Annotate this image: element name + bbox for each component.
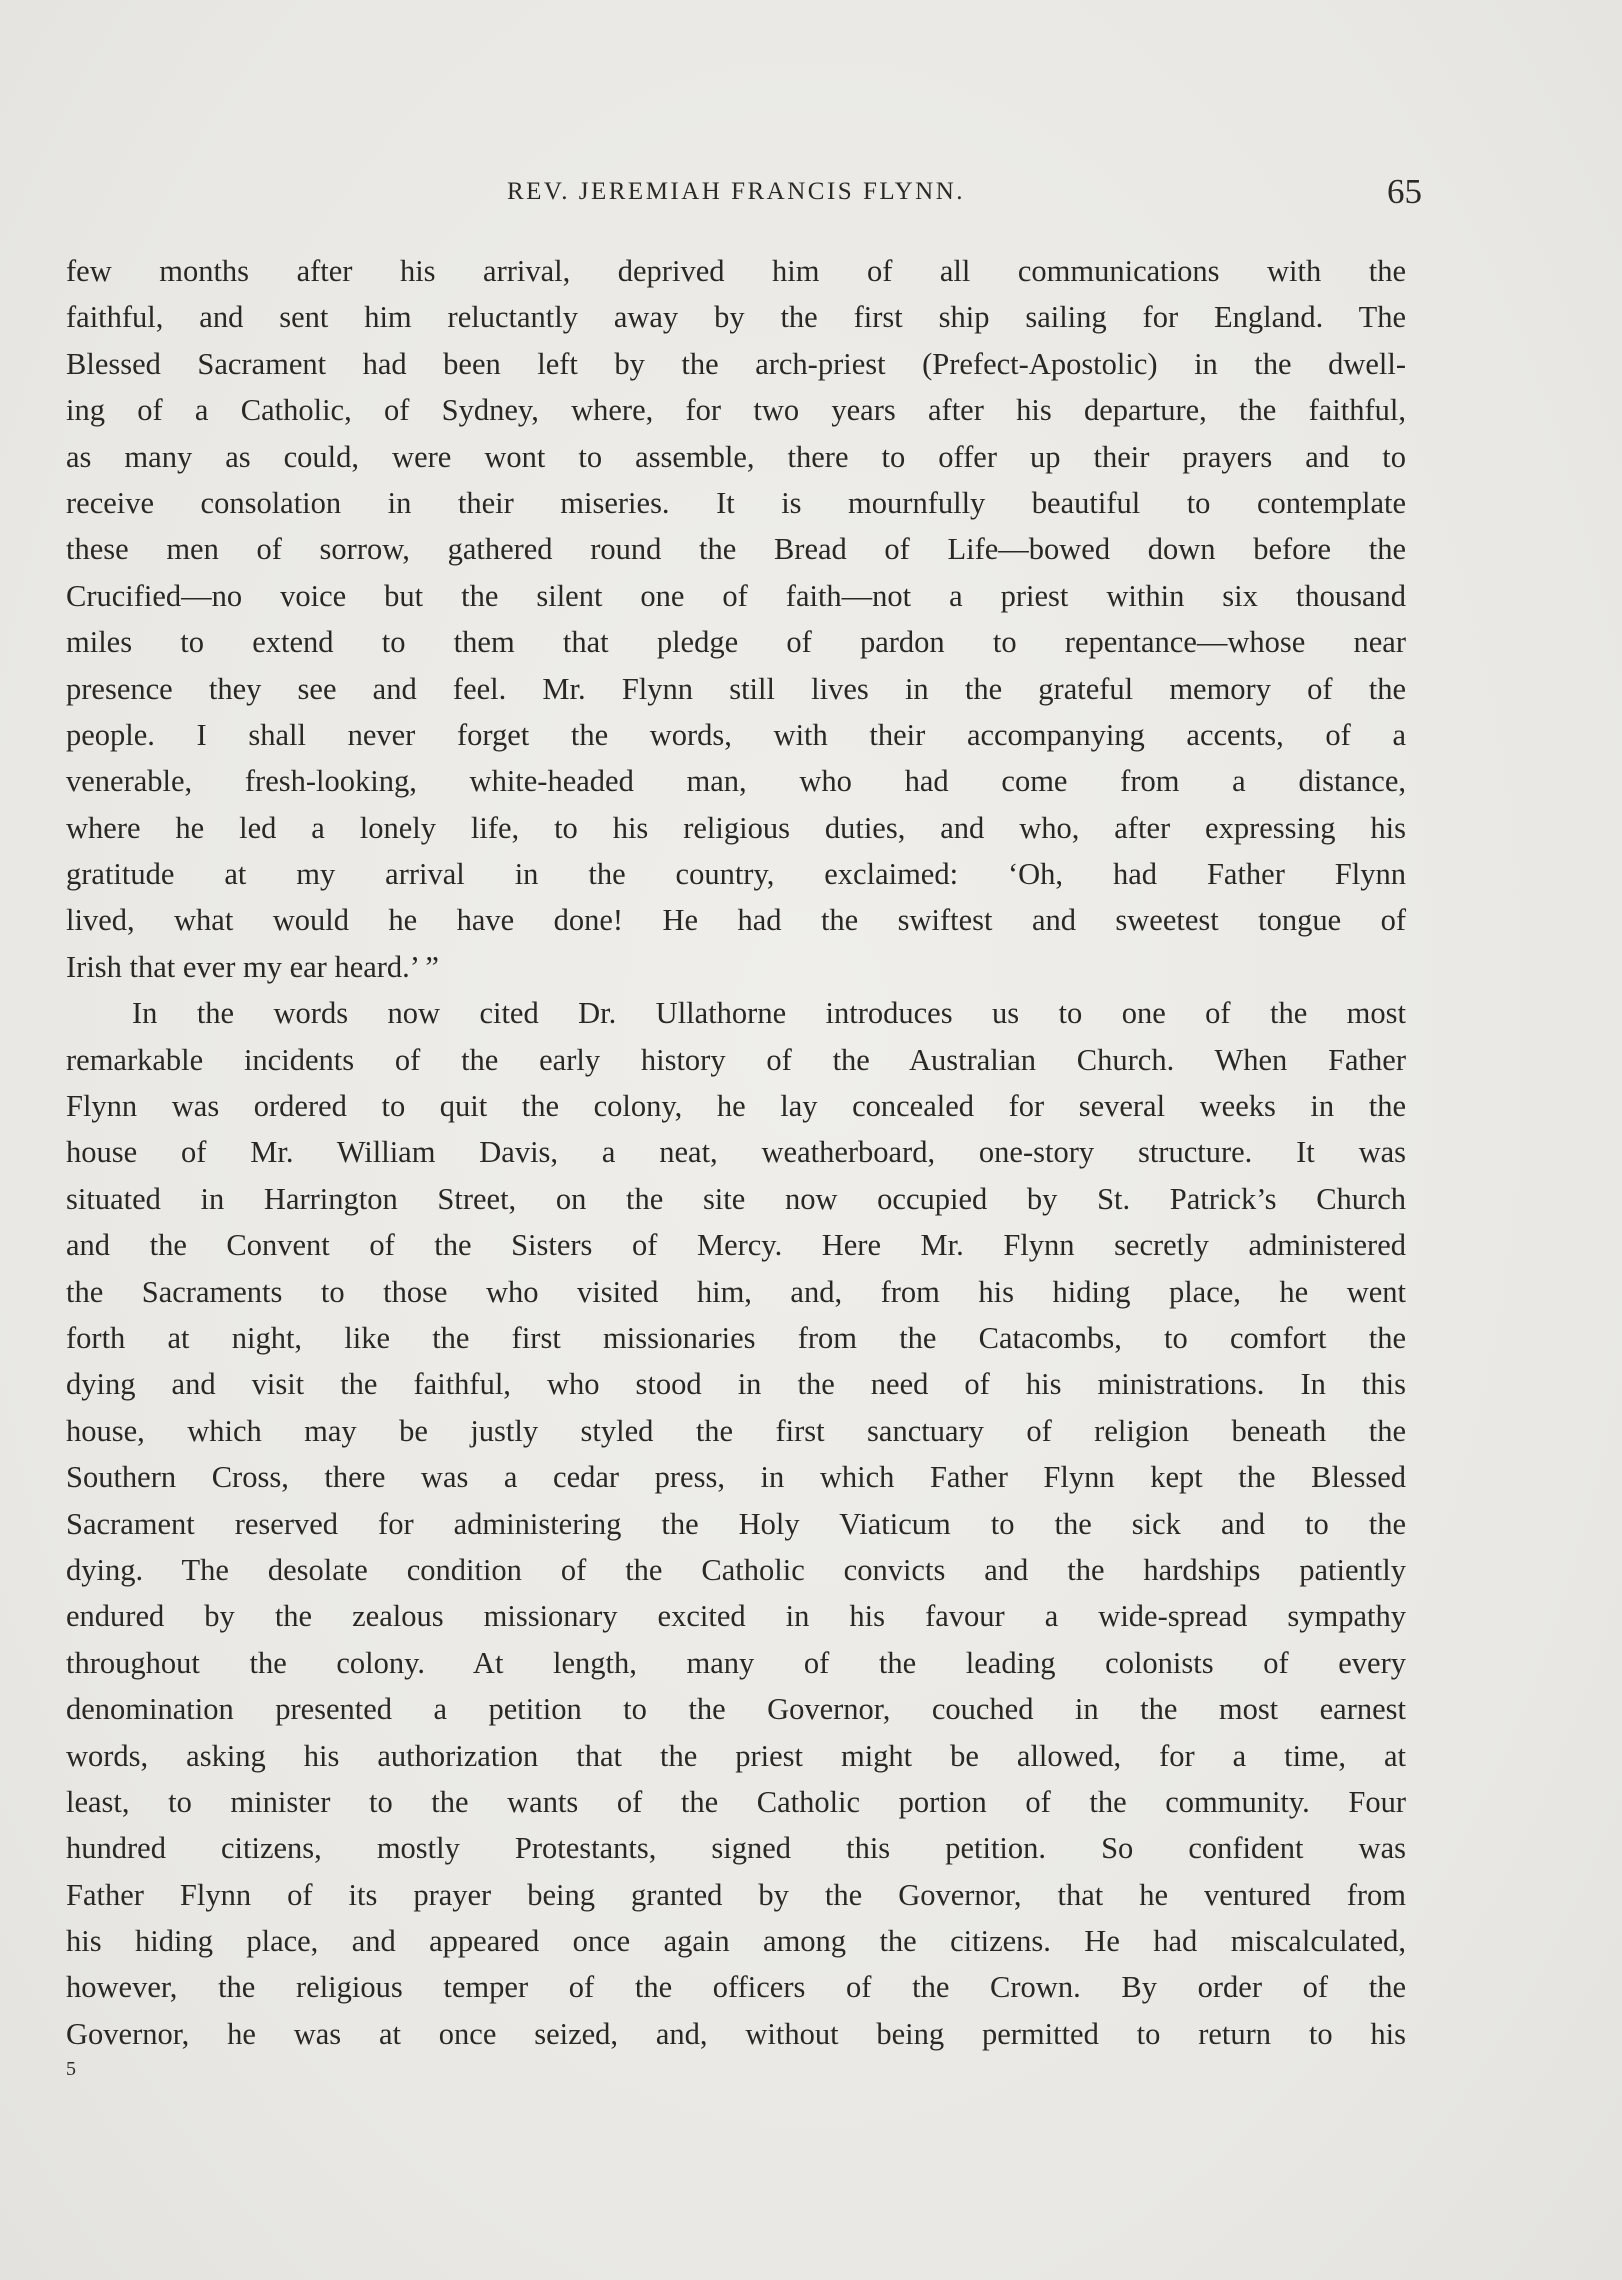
- text-line: denomination presented a petition to the Governor, couched in the most earnest: [66, 1692, 1406, 1727]
- running-title: REV. JEREMIAH FRANCIS FLYNN.: [506, 178, 966, 205]
- text-line: dying and visit the faithful, who stood in the need of his ministrations. In this: [66, 1367, 1406, 1402]
- text-line: ing of a Catholic, of Sydney, where, for two years after his departure, the faithful,: [66, 393, 1406, 428]
- text-line: least, to minister to the wants of the Catholic portion of the community. Four: [66, 1784, 1406, 1819]
- page-number: 65: [1387, 172, 1422, 211]
- text-line: and the Convent of the Sisters of Mercy. Here Mr. Flynn secretly administered: [66, 1228, 1406, 1263]
- text-line: house, which may be justly styled the first sanctuary of religion beneath the: [66, 1413, 1406, 1448]
- text-line: dying. The desolate condition of the Catholic convicts and the hardships patiently: [66, 1552, 1406, 1587]
- running-head: [66, 172, 1422, 212]
- text-line: receive consolation in their miseries. It is mournfully beautiful to contemplate: [66, 485, 1406, 520]
- text-line: however, the religious temper of the officers of the Crown. By order of the: [66, 1970, 1406, 2005]
- text-line: the Sacraments to those who visited him, and, from his hiding place, he went: [66, 1274, 1406, 1309]
- text-line: presence they see and feel. Mr. Flynn still lives in the grateful memory of the: [66, 671, 1406, 706]
- text-line: Crucified—no voice but the silent one of faith—not a priest within six thousand: [66, 578, 1406, 613]
- text-line: forth at night, like the first missionaries from the Catacombs, to comfort the: [66, 1320, 1406, 1355]
- text-line: Sacrament reserved for administering the Holy Viaticum to the sick and to the: [66, 1506, 1406, 1541]
- text-line: gratitude at my arrival in the country, exclaimed: ‘Oh, had Father Flynn: [66, 857, 1406, 892]
- text-line: venerable, fresh-looking, white-headed man, who had come from a distance,: [66, 764, 1406, 799]
- text-line: people. I shall never forget the words, with their accompanying accents, of a: [66, 717, 1406, 752]
- text-line: Father Flynn of its prayer being granted by the Governor, that he ventured from: [66, 1877, 1406, 1912]
- signature-mark: 5: [66, 2058, 76, 2080]
- text-line: throughout the colony. At length, many of the leading colonists of every: [66, 1645, 1406, 1680]
- text-line: few months after his arrival, deprived him of all communications with the: [66, 254, 1406, 288]
- text-line: where he led a lonely life, to his religious duties, and who, after expressing his: [66, 810, 1406, 845]
- text-line: Flynn was ordered to quit the colony, he lay concealed for several weeks in the: [66, 1089, 1406, 1124]
- paragraph-start-line: In the words now cited Dr. Ullathorne introduces us to one of the most: [132, 996, 1406, 1031]
- text-line: hundred citizens, mostly Protestants, signed this petition. So confident was: [66, 1831, 1406, 1866]
- text-line: his hiding place, and appeared once again among the citizens. He had miscalculated,: [66, 1924, 1406, 1959]
- text-line: Southern Cross, there was a cedar press, in which Father Flynn kept the Blessed: [66, 1460, 1406, 1495]
- text-line: these men of sorrow, gathered round the Bread of Life—bowed down before the: [66, 532, 1406, 567]
- text-line: endured by the zealous missionary excited in his favour a wide-spread sympathy: [66, 1599, 1406, 1634]
- text-line: words, asking his authorization that the priest might be allowed, for a time, at: [66, 1738, 1406, 1773]
- text-line: lived, what would he have done! He had the swiftest and sweetest tongue of: [66, 903, 1406, 938]
- paragraph-end-line: Irish that ever my ear heard.’ ”: [66, 949, 439, 984]
- text-line: as many as could, were wont to assemble, there to offer up their prayers and to: [66, 439, 1406, 474]
- text-line: house of Mr. William Davis, a neat, weatherboard, one-story structure. It was: [66, 1135, 1406, 1170]
- text-line: Governor, he was at once seized, and, without being permitted to return to his: [66, 2016, 1406, 2051]
- text-line: Blessed Sacrament had been left by the arch-priest (Prefect-Apostolic) in the dwell-: [66, 346, 1406, 381]
- text-line: miles to extend to them that pledge of pardon to repentance—whose near: [66, 625, 1406, 660]
- text-line: remarkable incidents of the early history of the Australian Church. When Father: [66, 1042, 1406, 1077]
- text-line: situated in Harrington Street, on the site now occupied by St. Patrick’s Church: [66, 1181, 1406, 1216]
- text-line: faithful, and sent him reluctantly away by the first ship sailing for England. The: [66, 300, 1406, 335]
- body-text: [66, 248, 1406, 2057]
